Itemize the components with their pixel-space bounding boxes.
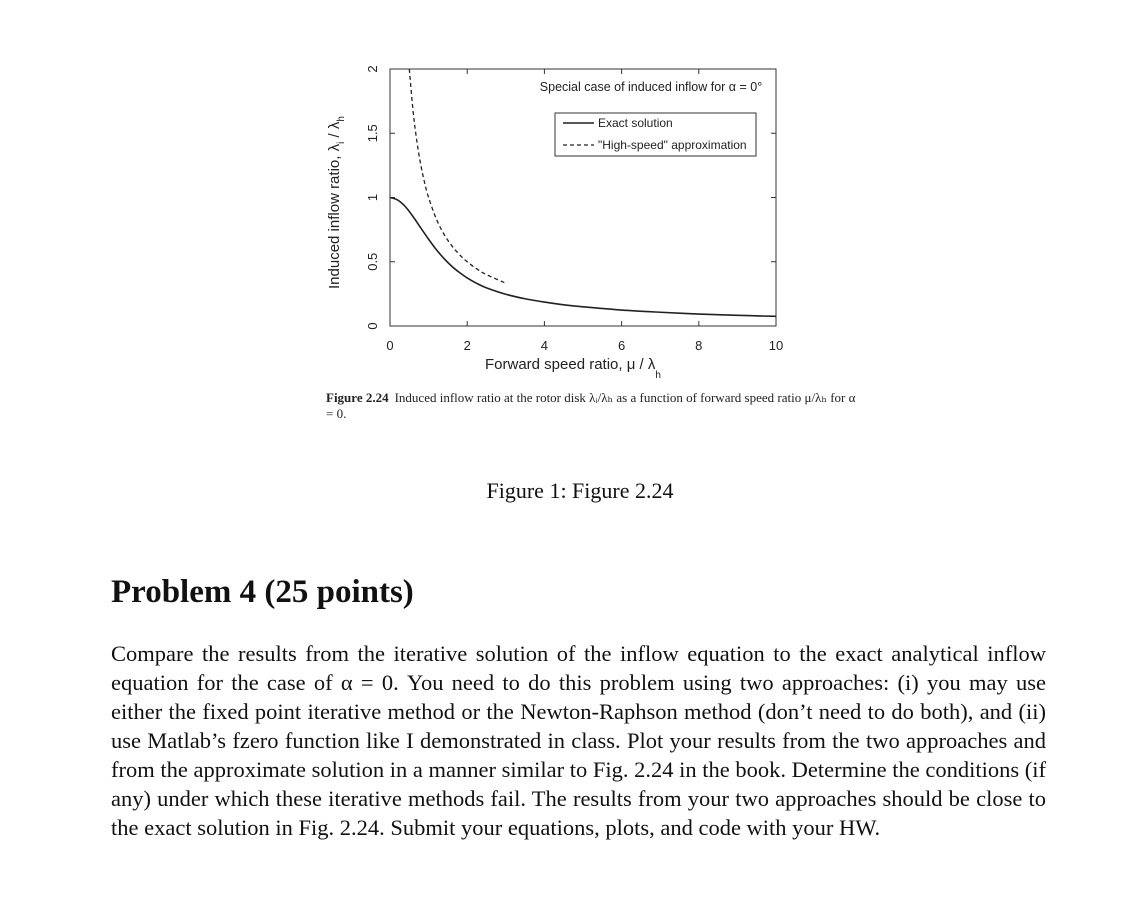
y-tick-label: 2 [365,65,380,73]
y-axis-label [326,116,347,289]
book-caption-label: Figure 2.24 [326,390,389,405]
x-tick-label: 0 [386,338,394,353]
y-tick-label: 0.5 [365,252,380,271]
x-axis-ticks [386,69,783,353]
x-tick-label: 6 [617,338,626,353]
problem-title: Problem 4 (25 points) [111,574,414,610]
x-tick-label: 8 [695,338,703,353]
figure-caption: Figure 1: Figure 2.24 [486,478,674,503]
y-tick-label: 0 [365,322,380,330]
x-axis-label [485,356,661,381]
x-axis-label-main: Forward speed ratio, μ / λ [485,356,656,373]
book-figure-caption [326,390,866,422]
y-axis-label-sub-h: h [336,116,347,122]
problem-body: Compare the results from the iterative solution of the inflow equation to the exact analytical inflow equation for the case of α = 0. You need to do this problem using two approaches: (i) you may use either the fixed point iterative method or the Newton-Raphson method (don’t need to do both), and (ii) use Matlab’s fzero function like I demonstrated in class. Plot your results from the two approaches and from the approximate solution in a manner similar to Fig. 2.24 in the book. Determine the conditions (if any) under which these iterative methods fail. The results from your two approaches should be close to the exact solution in Fig. 2.24. Submit your equations, plots, and code with your HW. [111,641,1046,840]
x-axis-label-subscript: h [655,370,661,381]
x-tick-label: 10 [768,338,784,353]
legend-label-exact: Exact solution [598,116,673,130]
series-line-exact-solution [390,198,776,317]
y-axis-label-sub-i: i [336,141,347,144]
y-axis-label-mid: / λ [326,121,343,142]
legend [555,113,756,156]
y-axis-label-main: Induced inflow ratio, λ [326,143,343,289]
series-line-high-speed-approximation [409,69,506,283]
chart-title: Special case of induced inflow for α = 0° [539,80,763,94]
y-axis-ticks [365,65,776,329]
book-caption-text: Induced inflow ratio at the rotor disk λᵢ/λₕ as a function of forward speed ratio μ/λₕ for α = 0. [326,390,856,421]
y-tick-label: 1.5 [365,124,380,143]
y-tick-label: 1 [365,193,380,202]
plot-frame [390,69,776,326]
legend-label-approx: "High-speed" approximation [598,138,747,152]
x-tick-label: 2 [463,338,471,353]
x-tick-label: 4 [540,338,549,353]
